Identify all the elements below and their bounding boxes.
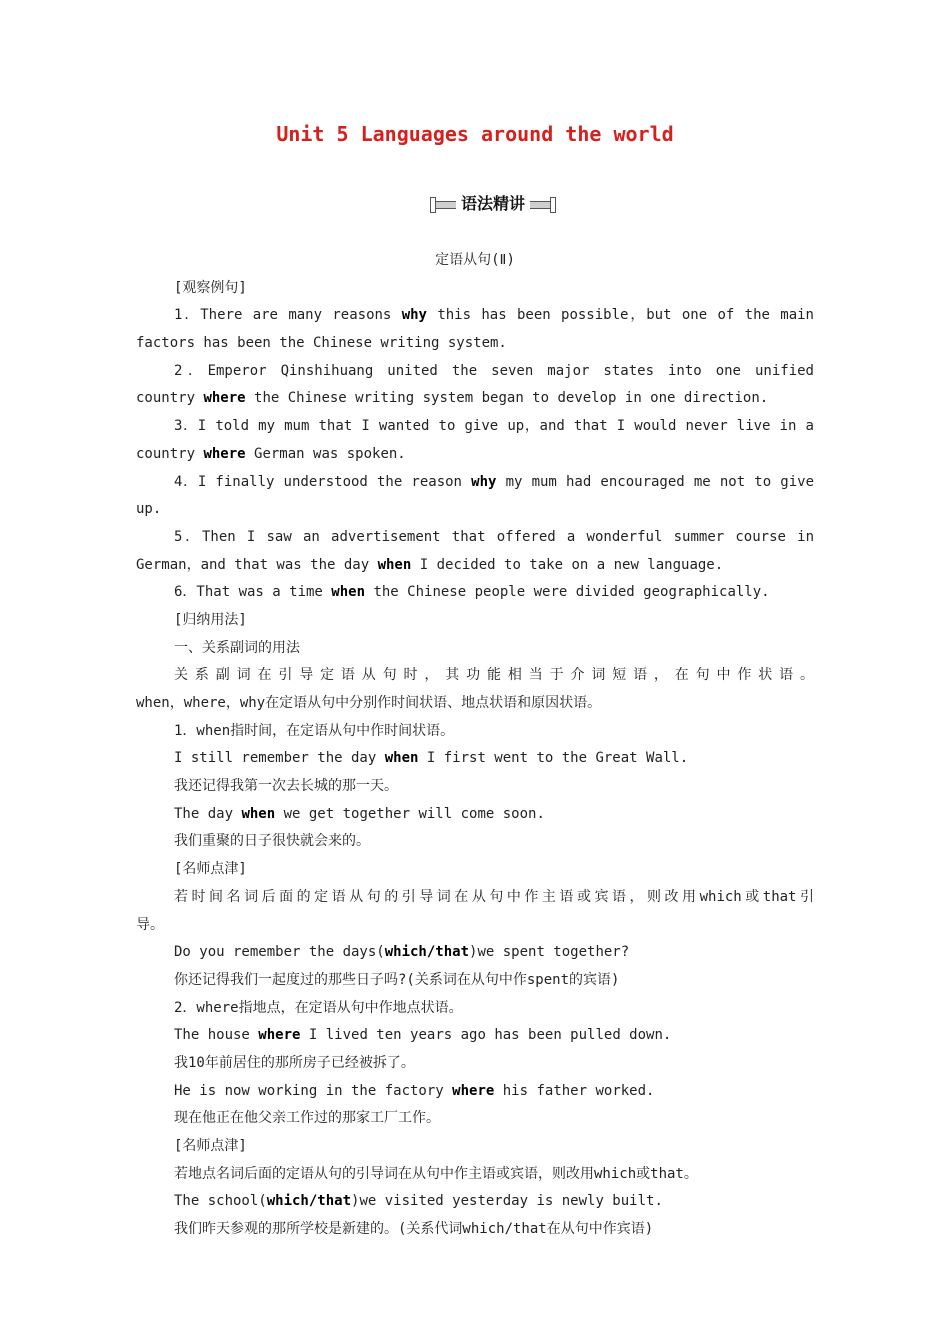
text-segment: 6．That was a time	[174, 584, 332, 601]
text-segment: 关系副词在引导定语从句时，其功能相当于介词短语，在句中作状语。	[174, 667, 814, 684]
text-segment: 5．Then I saw an advertisement that offered a wonderful summer course in	[174, 528, 814, 545]
banner-label: 语法精讲	[456, 193, 530, 215]
text-line	[136, 1216, 814, 1244]
text-segment: 4．I finally understood the reason	[174, 473, 472, 490]
text-line	[136, 385, 814, 413]
text-line	[136, 856, 814, 884]
text-line	[136, 801, 814, 829]
text-line	[136, 441, 814, 469]
text-line	[136, 1188, 814, 1216]
text-line	[136, 828, 814, 856]
text-segment: I lived ten years ago has been pulled down.	[300, 1027, 672, 1044]
banner-cap-right	[550, 197, 556, 213]
document-body	[136, 247, 814, 1244]
text-segment: 一、关系副词的用法	[174, 639, 300, 656]
keyword: why	[401, 307, 427, 324]
text-line	[136, 718, 814, 746]
text-line	[136, 967, 814, 995]
text-line	[136, 358, 814, 386]
text-line	[136, 635, 814, 663]
text-segment: German，and that was the day	[136, 556, 378, 573]
banner-cap-left	[430, 197, 436, 213]
text-segment: [名师点津]	[174, 1138, 247, 1154]
text-segment: 我10年前居住的那所房子已经被拆了。	[174, 1054, 415, 1071]
keyword: why	[471, 473, 497, 490]
text-segment: )we spent together?	[469, 944, 630, 961]
text-segment: 定语从句(Ⅱ)	[435, 252, 515, 268]
keyword: where	[203, 390, 246, 407]
keyword: where	[203, 445, 246, 462]
keyword: when	[384, 750, 419, 767]
text-segment: 若地点名词后面的定语从句的引导词在从句中作主语或宾语，则改用which或that。	[174, 1165, 698, 1182]
text-line	[136, 579, 814, 607]
text-segment: the Chinese people were divided geographically.	[365, 584, 770, 601]
text-segment: 我们昨天参观的那所学校是新建的。(关系代词which/that在从句中作宾语)	[174, 1221, 654, 1238]
text-line	[136, 496, 814, 524]
keyword: which/that	[266, 1193, 352, 1210]
text-segment: )we visited yesterday is newly built.	[351, 1193, 663, 1210]
text-segment: [归纳用法]	[174, 611, 247, 628]
text-line	[136, 662, 814, 690]
text-segment: 我们重聚的日子很快就会来的。	[174, 833, 370, 850]
text-segment: Do you remember the days(	[174, 944, 385, 961]
text-line	[136, 247, 814, 275]
text-line	[136, 773, 814, 801]
text-line	[136, 1105, 814, 1133]
text-line	[136, 330, 814, 358]
text-segment: 1．There are many reasons	[174, 307, 402, 324]
text-segment: The house	[174, 1027, 259, 1044]
text-segment: 2．Emperor Qinshihuang united the seven major states into one unified	[174, 362, 814, 379]
text-line	[136, 1133, 814, 1161]
text-line	[136, 1078, 814, 1106]
text-line	[136, 912, 814, 940]
text-line	[136, 413, 814, 441]
text-segment: 3．I told my mum that I wanted to give up，and that I would never live in a	[174, 418, 814, 435]
text-segment: we get together will come soon.	[275, 805, 545, 822]
keyword: when	[377, 556, 412, 573]
text-segment: 我还记得我第一次去长城的那一天。	[174, 778, 398, 795]
keyword: which/that	[384, 944, 470, 961]
keyword: where	[452, 1082, 495, 1099]
keyword: when	[241, 805, 276, 822]
text-segment: country	[136, 445, 204, 462]
text-segment: when，where，why在定语从句中分别作时间状语、地点状语和原因状语。	[136, 695, 602, 711]
text-line	[136, 745, 814, 773]
text-segment: The school(	[174, 1193, 267, 1210]
text-line	[136, 1022, 814, 1050]
text-line	[136, 607, 814, 635]
text-line	[136, 275, 814, 303]
text-segment: [名师点津]	[174, 861, 247, 878]
text-line	[136, 939, 814, 967]
text-line	[136, 302, 814, 330]
text-segment: The day	[174, 805, 242, 822]
text-line	[136, 469, 814, 497]
text-segment: 导。	[136, 916, 164, 933]
text-segment: 你还记得我们一起度过的那些日子吗?(关系词在从句中作spent的宾语)	[174, 971, 620, 988]
text-line	[136, 995, 814, 1023]
text-line	[136, 552, 814, 580]
text-segment: 2．where指地点，在定语从句中作地点状语。	[174, 999, 463, 1016]
text-segment: factors has been the Chinese writing system.	[136, 335, 507, 352]
text-line	[136, 1161, 814, 1189]
text-segment: 1．when指时间，在定语从句中作时间状语。	[174, 722, 455, 739]
keyword: when	[331, 584, 366, 601]
text-segment: He is now working in the factory	[174, 1082, 453, 1099]
text-segment: I decided to take on a new language.	[411, 556, 724, 573]
page-title: Unit 5 Languages around the world	[276, 122, 674, 146]
text-segment: the Chinese writing system began to develop in one direction.	[245, 390, 769, 407]
text-line	[136, 884, 814, 912]
text-segment: my mum had encouraged me not to give	[496, 473, 814, 490]
text-segment: up.	[136, 501, 162, 518]
section-banner	[430, 193, 556, 215]
text-line	[136, 524, 814, 552]
text-segment: [观察例句]	[174, 279, 247, 296]
text-segment: 若时间名词后面的定语从句的引导词在从句中作主语或宾语，则改用which或that引	[174, 888, 814, 905]
text-segment: this has been possible，but one of the main	[426, 307, 814, 324]
text-segment: German was spoken.	[245, 445, 406, 462]
text-segment: 现在他正在他父亲工作过的那家工厂工作。	[174, 1110, 440, 1127]
text-segment: his father worked.	[494, 1082, 655, 1099]
text-segment: I still remember the day	[174, 750, 385, 767]
text-line	[136, 1050, 814, 1078]
text-line	[136, 690, 814, 718]
keyword: where	[258, 1027, 301, 1044]
text-segment: country	[136, 390, 204, 407]
text-segment: I first went to the Great Wall.	[418, 750, 689, 767]
